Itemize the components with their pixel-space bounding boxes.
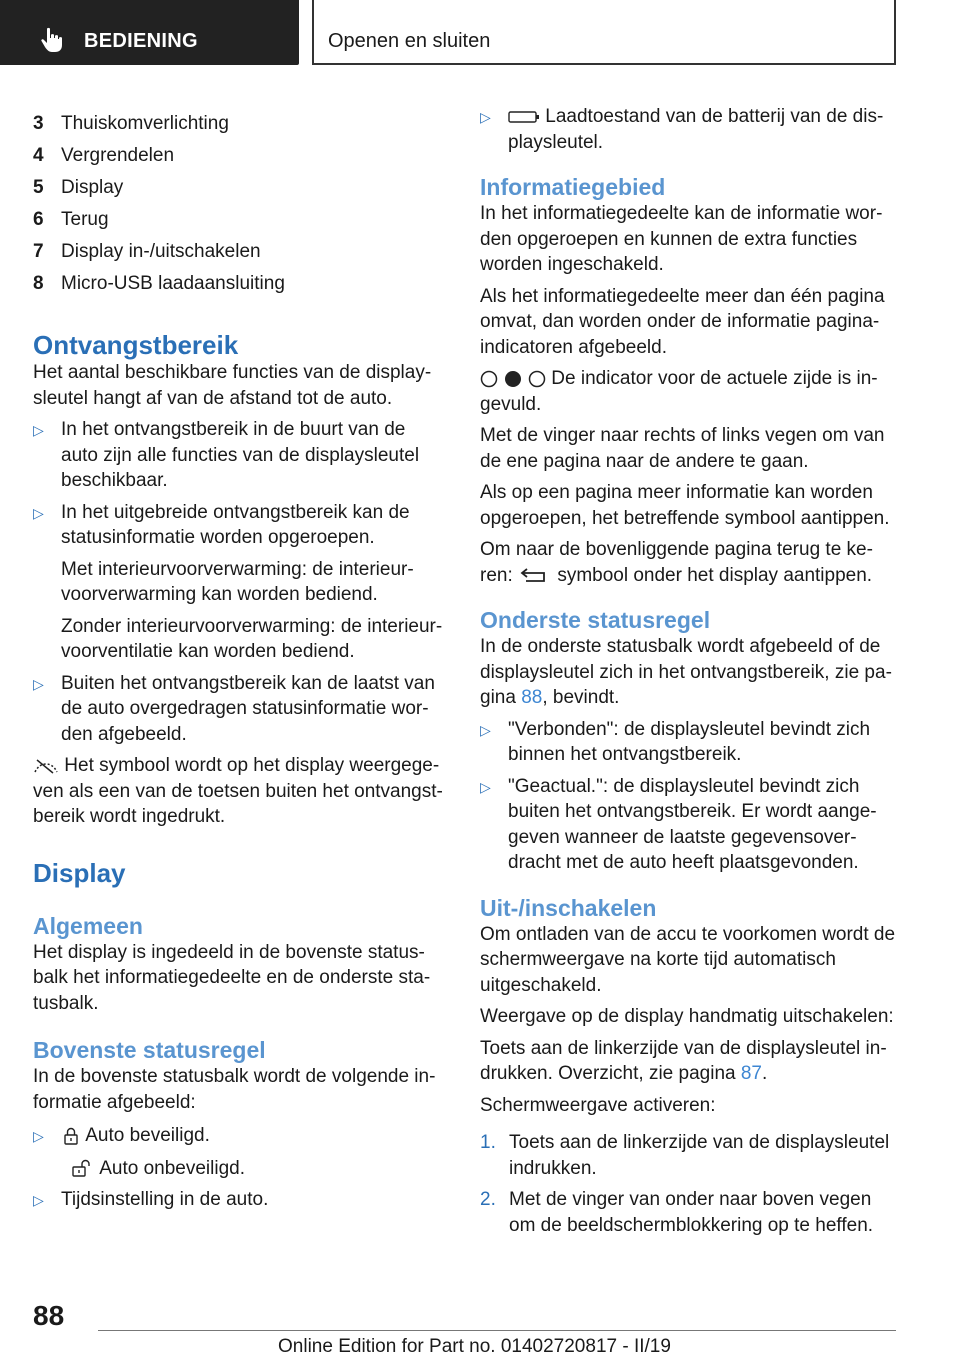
with-heating-text: Met interieurvoorverwarming: de interieurvoorverwarming kan worden bediend. <box>61 558 414 605</box>
lock-closed-icon <box>61 1126 81 1146</box>
chapter-title: Openen en sluiten <box>328 30 491 52</box>
onoff-p2: Weergave op de display handmatig uitschakelen: <box>480 1006 894 1027</box>
range-intro: Het aantal beschikbare functies van de displaysleutel hangt af van de afstand tot de auto. <box>33 362 432 409</box>
list-item: ▷ Auto beveiligd. <box>33 1125 210 1146</box>
list-item: ▷ "Geactual.": de displaysleutel bevindt zich buiten het ontvangstbereik. Er wordt aangegeven wanneer de laatste gegevensoverdracht met de auto heeft plaatsgevonden. <box>480 775 877 873</box>
general-text: Het display is ingedeeld in de bovenste statusbalk het informatiegedeelte en de onderste statusbalk. <box>33 941 431 1014</box>
out-of-range-icon <box>33 758 59 774</box>
onoff-p3: Toets aan de linkerzijde van de displaysleutel indrukken. Overzicht, zie pagina 87. <box>480 1037 887 1084</box>
list-item: 7 Display in-/uitschakelen <box>33 241 261 263</box>
page-link-88[interactable]: 88 <box>521 687 543 708</box>
section-title: BEDIENING <box>84 30 198 52</box>
list-item: 5 Display <box>33 177 124 199</box>
battery-icon <box>508 110 540 124</box>
header-section-tab <box>0 0 299 65</box>
bottom-bar-heading: Onderste statusregel <box>480 607 711 633</box>
list-item: 1. Toets aan de linkerzijde van de displaysleutel indrukken. <box>480 1132 890 1179</box>
info-heading: Informatiegebied <box>480 174 666 200</box>
page-indicator-icon <box>480 369 546 389</box>
info-p4: Met de vinger naar rechts of links vegen om van de ene pagina naar de andere te gaan. <box>480 425 885 472</box>
back-arrow-icon <box>518 566 552 584</box>
list-item: ▷ "Verbonden": de displaysleutel bevindt zich binnen het ontvangstbereik. <box>480 718 871 765</box>
list-item: ▷ Tijdsinstelling in de auto. <box>33 1189 269 1210</box>
bottom-bar-p1: In de onderste statusbalk wordt afgebeeld of de displaysleutel zich in het ontvangstbereik, zie pagina 88, bevindt. <box>480 636 892 708</box>
info-p1: In het informatiegedeelte kan de informatie worden opgeroepen en kunnen de extra functies worden ingeschakeld. <box>480 203 883 275</box>
footer-divider <box>98 1330 896 1331</box>
list-item: 4 Vergrendelen <box>33 145 175 167</box>
range-heading: Ontvangstbereik <box>33 330 239 360</box>
top-bar-text: In de bovenste statusbalk wordt de volgende informatie afgebeeld: <box>33 1066 436 1113</box>
header-chapter-tab <box>312 0 896 65</box>
display-heading: Display <box>33 857 126 888</box>
list-item: ▷ Buiten het ontvangstbereik kan de laatst van de auto overgedragen statusinformatie worden afgebeeld. <box>33 672 435 745</box>
page-link-87[interactable]: 87 <box>740 1063 762 1084</box>
info-p2: Als het informatiegedeelte meer dan één pagina omvat, dan worden onder de informatie paginaindicatoren afgebeeld. <box>480 285 885 358</box>
info-p6: Om naar de bovenliggende pagina terug te keren: symbool onder het display aantippen. <box>480 539 873 586</box>
info-p5: Als op een pagina meer informatie kan worden opgeroepen, het betreffende symbool aantippen. <box>480 482 890 529</box>
onoff-heading: Uit-/inschakelen <box>480 894 657 921</box>
list-item: 3 Thuiskomverlichting <box>33 113 229 135</box>
hand-pointer-icon <box>40 27 68 53</box>
info-p3: De indicator voor de actuele zijde is ingevuld. <box>480 368 878 415</box>
unlocked-item: Auto onbeveiligd. <box>33 1156 446 1182</box>
onoff-p4: Schermweergave activeren: <box>480 1094 716 1116</box>
page-number: 88 <box>33 1300 65 1331</box>
list-item: 2. Met de vinger van onder naar boven vegen om de beeldschermblokkering op te heffen. <box>480 1189 874 1236</box>
right-column <box>480 104 898 1244</box>
lock-open-icon <box>71 1158 95 1178</box>
list-item: ▷ Laadtoestand van de batterij van de displaysleutel. <box>480 106 884 153</box>
left-column <box>33 104 446 1220</box>
list-item: 6 Terug <box>33 209 109 231</box>
list-item: ▷ In het ontvangstbereik in de buurt van de auto zijn alle functies van de displaysleutel beschikbaar. <box>33 419 420 491</box>
list-item: 8 Micro-USB laadaansluiting <box>33 273 285 295</box>
onoff-p1: Om ontladen van de accu te voorkomen wordt de schermweergave na korte tijd automatisch uitgeschakeld. <box>480 923 896 996</box>
top-bar-heading: Bovenste statusregel <box>33 1037 266 1063</box>
symbol-note: Het symbool wordt op het display weergegeven als een van de toetsen buiten het ontvangstbereik wordt ingedrukt. <box>33 755 443 827</box>
footer-text: Online Edition for Part no. 01402720817 - II/19 <box>278 1336 671 1357</box>
without-heating-text: Zonder interieurvoorverwarming: de interieurvoorventilatie kan worden bediend. <box>61 615 443 662</box>
numbered-key-list <box>33 108 446 300</box>
general-heading: Algemeen <box>33 912 143 939</box>
list-item: ▷ In het uitgebreide ontvangstbereik kan de statusinformatie worden opgeroepen. <box>33 501 410 548</box>
